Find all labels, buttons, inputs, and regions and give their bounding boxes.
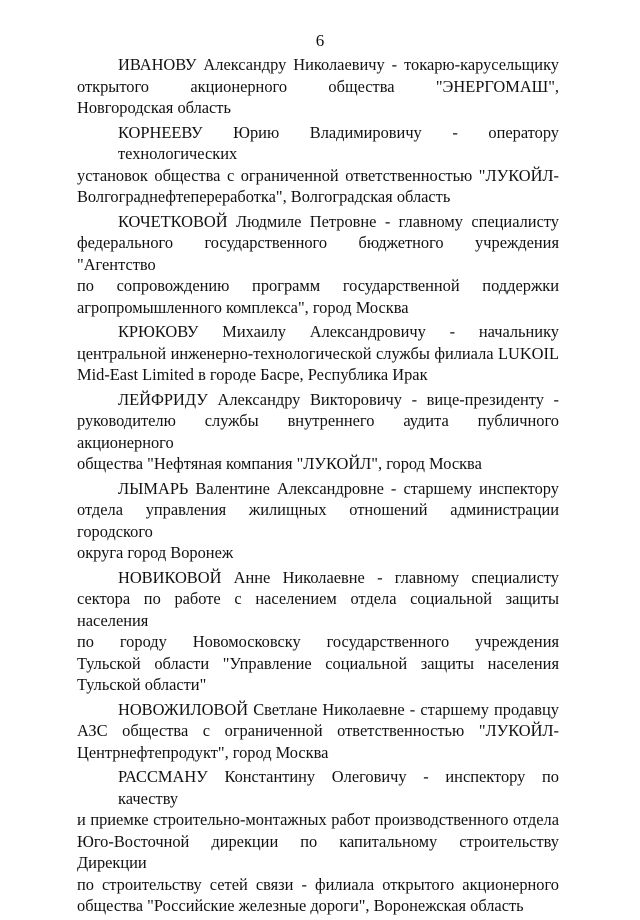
text-line: КОРНЕЕВУ Юрию Владимировичу - оператору технологических — [118, 122, 559, 163]
text-line: Центрнефтепродукт", город Москва — [77, 742, 329, 762]
text-line: ИВАНОВУ Александру Николаевичу - токарю-карусельщику — [118, 55, 559, 74]
text-line: Новгородская область — [77, 98, 231, 117]
text-line: Mid-East Limited в городе Басре, Республика Ирак — [77, 365, 428, 384]
text-line: центральной инженерно-технологической службы филиала LUKOIL — [77, 343, 559, 363]
text-line: Тульской области" — [77, 675, 207, 694]
list-item — [77, 766, 559, 917]
text-line: общества "Российские железные дороги", Воронежская область — [77, 896, 524, 915]
list-item — [77, 211, 559, 319]
text-line: НОВОЖИЛОВОЙ Светлане Николаевне - старшему продавцу — [118, 699, 559, 719]
list-item — [77, 389, 559, 475]
text-line: КОЧЕТКОВОЙ Людмиле Петровне - главному специалисту — [118, 211, 559, 231]
text-line: сектора по работе с населением отдела социальной защиты населения — [77, 589, 559, 630]
text-line: и приемке строительно-монтажных работ производственного отдела — [77, 810, 559, 829]
text-line: АЗС общества с ограниченной ответственностью "ЛУКОЙЛ- — [77, 721, 559, 740]
text-line: агропромышленного комплекса", город Москва — [77, 297, 409, 317]
page-number: 6 — [315, 31, 325, 50]
text-line: НОВИКОВОЙ Анне Николаевне - главному специалисту — [118, 567, 559, 587]
text-line: ЛЕЙФРИДУ Александру Викторовичу - вице-президенту - — [118, 389, 559, 409]
text-line: установок общества с ограниченной ответственностью "ЛУКОЙЛ- — [77, 165, 559, 185]
list-item — [77, 478, 559, 564]
text-line: ЛЫМАРЬ Валентине Александровне - старшему инспектору — [118, 478, 559, 498]
list-item — [77, 567, 559, 696]
text-line: Тульской области "Управление социальной защиты населения — [77, 653, 559, 673]
list-item — [77, 122, 559, 208]
text-line: руководителю службы внутреннего аудита публичного акционерного — [77, 411, 559, 452]
list-item — [77, 321, 559, 386]
text-line: открытого акционерного общества "ЭНЕРГОМАШ", — [77, 76, 559, 96]
text-line: федерального государственного бюджетного учреждения "Агентство — [77, 233, 559, 274]
list-item — [77, 699, 559, 764]
text-line: Юго-Восточной дирекции по капитальному строительству Дирекции — [77, 831, 559, 872]
text-line: по сопровождению программ государственной поддержки — [77, 276, 559, 295]
award-list — [77, 54, 559, 920]
text-line: по строительству сетей связи - филиала открытого акционерного — [77, 874, 559, 894]
text-line: отдела управления жилищных отношений администрации городского — [77, 500, 559, 541]
text-line: КРЮКОВУ Михаилу Александровичу - начальнику — [118, 322, 559, 341]
text-line: по городу Новомосковску государственного учреждения — [77, 632, 559, 651]
text-line: округа город Воронеж — [77, 543, 234, 562]
list-item — [77, 54, 559, 119]
text-line: РАССМАНУ Константину Олеговичу - инспектору по качеству — [118, 767, 559, 808]
text-line: общества "Нефтяная компания "ЛУКОЙЛ", город Москва — [77, 454, 482, 473]
text-line: Волгограднефтепереработка", Волгоградская область — [77, 187, 451, 206]
